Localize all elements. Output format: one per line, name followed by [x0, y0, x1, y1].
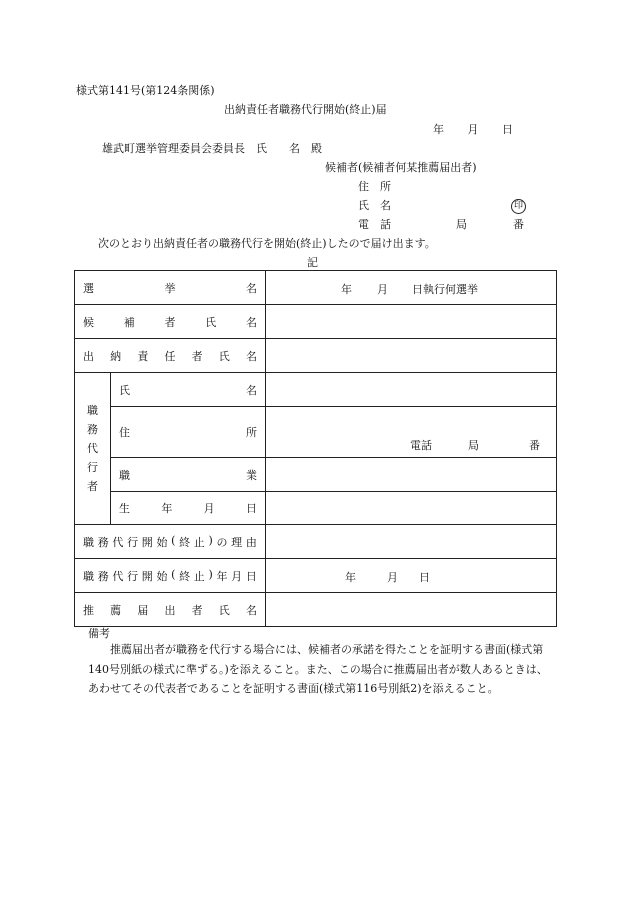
deputy-phone-label: 電話: [410, 439, 432, 452]
seal-icon: 印: [511, 199, 526, 214]
remarks-heading: 備考: [88, 627, 110, 640]
row-recommender: [75, 593, 557, 627]
row-date: [75, 559, 557, 593]
candidate-value: [266, 305, 557, 339]
intro-text: 次のとおり出納責任者の職務代行を開始(終止)したので届け出ます。: [98, 237, 436, 250]
seal-mark: [511, 198, 526, 214]
application-table: [74, 270, 557, 627]
name-label: 氏 名: [358, 199, 391, 212]
reason-value: [266, 525, 557, 559]
date-value: 年 月 日: [266, 559, 557, 593]
form-title: 出納責任者職務代行開始(終止)届: [224, 103, 387, 116]
deputy-job-label: 職 業: [111, 458, 266, 492]
deputy-birth-value: [266, 492, 557, 525]
addressee: 雄武町選挙管理委員会委員長 氏 名 殿: [102, 142, 322, 155]
phone-kyoku: 局: [456, 218, 467, 231]
year-char: 年: [433, 123, 444, 136]
deputy-phone-kyoku: 局: [468, 439, 479, 452]
recommender-value: [266, 593, 557, 627]
deputy-phone-ban: 番: [529, 439, 540, 452]
address-label: 住 所: [358, 180, 391, 193]
date-label: 職 務 代 行 開 始 ( 終 止 ) 年 月 日: [75, 559, 266, 593]
applicant-title: 候補者(候補者何某推薦届出者): [325, 161, 477, 174]
election-value: 年 月 日執行何選挙: [266, 271, 557, 305]
deputy-name-label: 氏 名: [111, 373, 266, 407]
treasurer-value: [266, 339, 557, 373]
deputy-job-value: [266, 458, 557, 492]
date-line: [433, 123, 513, 137]
row-candidate: [75, 305, 557, 339]
reason-label: 職 務 代 行 開 始 ( 終 止 ) の 理 由: [75, 525, 266, 559]
election-label: 選 挙 名: [75, 271, 266, 305]
candidate-label: 候 補 者 氏 名: [75, 305, 266, 339]
phone-label: 電 話: [358, 218, 391, 231]
row-treasurer: [75, 339, 557, 373]
treasurer-label: 出 納 責 任 者 氏 名: [75, 339, 266, 373]
row-reason: [75, 525, 557, 559]
row-deputy-job: [75, 458, 557, 492]
day-char: 日: [502, 123, 513, 136]
month-char: 月: [467, 123, 479, 136]
phone-ban: 番: [513, 218, 524, 231]
row-election: [75, 271, 557, 305]
deputy-address-value: [266, 407, 557, 458]
deputy-birth-label: 生 年 月 日: [111, 492, 266, 525]
remarks-body: 推薦届出者が職務を代行する場合には、候補者の承諾を得たことを証明する書面(様式第140号別紙の様式に準ずる。)を添えること。また、この場合に推薦届出者が数人あるときは、あわせてその代表者であることを証明する書面(様式第116号別紙2)を添えること。: [88, 643, 548, 695]
form-number: 様式第141号(第124条関係): [76, 84, 215, 97]
row-deputy-name: [75, 373, 557, 407]
row-deputy-birth: [75, 492, 557, 525]
deputy-address-label: 住 所: [111, 407, 266, 458]
recommender-label: 推 薦 届 出 者 氏 名: [75, 593, 266, 627]
row-deputy-address: [75, 407, 557, 458]
deputy-group-label: 職 務 代 行 者: [75, 373, 111, 525]
deputy-name-value: [266, 373, 557, 407]
ki-heading: 記: [307, 256, 318, 269]
